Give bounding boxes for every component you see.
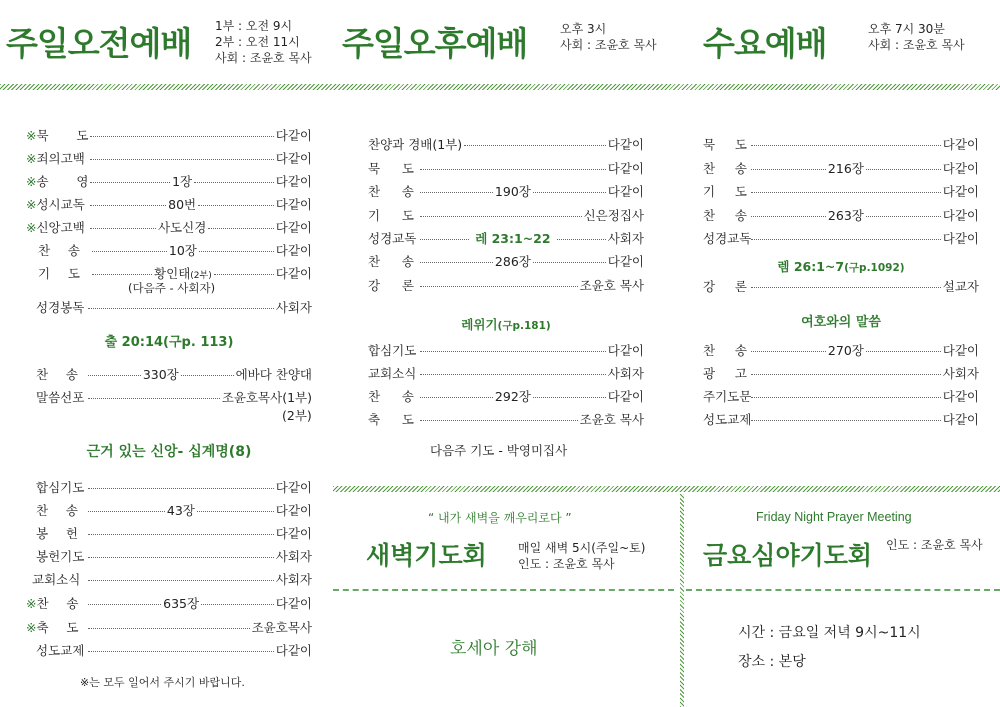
order-item xyxy=(26,174,312,190)
order-item xyxy=(368,231,644,247)
order-role: 다같이 xyxy=(275,174,312,189)
order-label: 성경교독 xyxy=(368,231,417,246)
order-role: 다같이 xyxy=(942,389,979,404)
leader-dots xyxy=(181,375,234,376)
wednesday-scripture: 렘 26:1~7(구p.1092) xyxy=(777,259,905,274)
order-role: 다같이 xyxy=(275,503,312,518)
order-item xyxy=(703,412,979,428)
order-role: 다같이 xyxy=(942,184,979,199)
leader-dots xyxy=(208,228,273,229)
order-label: 찬 송 xyxy=(703,208,747,223)
order-item xyxy=(703,279,979,295)
afternoon-book-title: 레위기(구p.181) xyxy=(461,317,551,332)
order-item xyxy=(26,643,312,659)
order-role: 다같이 xyxy=(275,220,312,235)
wednesday-section-title: 여호와의 말씀 xyxy=(801,315,881,330)
order-role: 다같이 xyxy=(942,137,979,152)
sermon-second-service: (2부) xyxy=(282,408,312,423)
friday-leader: 인도 : 조윤호 목사 xyxy=(886,538,983,552)
order-item xyxy=(26,367,312,383)
info-line: 사회 : 조윤호 목사 xyxy=(560,38,657,52)
order-item xyxy=(368,389,644,405)
order-label: 합심기도 xyxy=(36,480,85,495)
order-role: 다같이 xyxy=(942,231,979,246)
order-role: 설교자 xyxy=(942,279,979,294)
leader-dots xyxy=(92,251,167,252)
order-item xyxy=(703,389,979,405)
leader-dots xyxy=(214,274,274,275)
order-detail: 190장 xyxy=(494,184,531,199)
order-detail: 635장 xyxy=(163,596,200,611)
friday-divider xyxy=(686,589,1000,591)
order-label: 찬 송 xyxy=(703,161,747,176)
order-item xyxy=(368,412,644,428)
order-label: 찬 송 xyxy=(36,596,79,611)
leader-dots xyxy=(866,169,941,170)
next-week-prayer-note: (다음주 - 사회자) xyxy=(128,281,216,295)
order-item xyxy=(703,161,979,177)
standing-footnote: ※는 모두 일어서 주시기 바랍니다. xyxy=(80,676,245,689)
order-detail: 1장 xyxy=(172,174,193,189)
order-label: 묵 도 xyxy=(36,128,89,143)
order-detail: 330장 xyxy=(142,367,179,382)
leader-dots xyxy=(198,205,274,206)
morning-service-info xyxy=(215,18,312,66)
leader-dots xyxy=(90,205,166,206)
standing-mark: ※ xyxy=(26,151,37,166)
leader-dots xyxy=(90,136,273,137)
order-item xyxy=(26,220,312,236)
leader-dots xyxy=(88,580,274,581)
leader-dots xyxy=(88,557,274,558)
order-detail: 10장 xyxy=(168,243,197,258)
order-role: 다같이 xyxy=(275,596,312,611)
order-label: 찬 송 xyxy=(36,503,78,518)
order-label: 묵 도 xyxy=(368,161,414,176)
order-role: 조윤호 목사 xyxy=(579,412,644,427)
order-label: 광 고 xyxy=(703,366,747,381)
order-detail: 사도신경 xyxy=(157,220,207,235)
order-detail: 216장 xyxy=(827,161,864,176)
order-label: 찬양과 경배(1부) xyxy=(368,137,463,152)
order-label: 성경봉독 xyxy=(36,300,85,315)
leader-dots xyxy=(420,351,606,352)
afternoon-service-title: 주일오후예배 xyxy=(342,24,528,63)
order-role: 사회자 xyxy=(942,366,979,381)
order-item xyxy=(368,184,644,200)
order-label: 봉헌기도 xyxy=(36,549,85,564)
order-item xyxy=(368,254,644,270)
order-item xyxy=(368,343,644,359)
order-role: 조윤호 목사 xyxy=(579,278,644,293)
leader-dots xyxy=(88,398,220,399)
order-role: 다같이 xyxy=(275,197,313,212)
info-line: 사회 : 조윤호 목사 xyxy=(215,51,312,65)
order-role: 다같이 xyxy=(275,526,312,541)
dawn-prayer-info xyxy=(518,540,645,572)
order-label: 찬 송 xyxy=(368,254,414,269)
leader-dots xyxy=(420,169,606,170)
friday-prayer-title: 금요심야기도회 xyxy=(703,541,873,570)
leader-dots xyxy=(88,308,274,309)
leader-dots xyxy=(88,511,165,512)
dawn-quote: “ 내가 새벽을 깨우리로다 ” xyxy=(428,511,572,525)
leader-dots xyxy=(420,420,578,421)
leader-dots xyxy=(88,628,249,629)
order-label: 성경교독 xyxy=(703,231,752,246)
order-label: 기 도 xyxy=(368,208,414,223)
standing-mark: ※ xyxy=(26,174,37,189)
next-week-prayer: 다음주 기도 - 박영미집사 xyxy=(430,443,568,458)
order-item xyxy=(368,366,644,382)
leader-dots xyxy=(197,511,274,512)
sermon-title: 근거 있는 신앙- 십계명(8) xyxy=(86,444,252,460)
leader-dots xyxy=(533,192,606,193)
order-item xyxy=(26,128,312,144)
info-line: 오후 3시 xyxy=(560,22,607,36)
order-label: 강 론 xyxy=(703,279,747,294)
order-label: 송 영 xyxy=(36,174,89,189)
order-role: 조윤호목사(1부) xyxy=(221,390,312,405)
order-role: 다같이 xyxy=(607,161,644,176)
order-role: 에바다 찬양대 xyxy=(235,367,312,382)
order-role: 사회자 xyxy=(607,231,644,246)
info-line: 매일 새벽 5시(주일~토) xyxy=(518,541,646,555)
order-role: 다같이 xyxy=(607,343,644,358)
dawn-prayer-title: 새벽기도회 xyxy=(366,541,487,570)
order-role: 다같이 xyxy=(607,254,645,269)
order-role: 다같이 xyxy=(942,161,980,176)
leader-dots xyxy=(88,604,161,605)
order-label: 기 도 xyxy=(703,184,747,199)
leader-dots xyxy=(533,262,606,263)
order-item xyxy=(26,300,312,316)
order-label: 찬 송 xyxy=(36,367,78,382)
order-role: 다같이 xyxy=(275,243,312,258)
morning-scripture: 출 20:14(구p. 113) xyxy=(104,335,234,350)
order-detail: 43장 xyxy=(166,503,195,518)
leader-dots xyxy=(420,397,493,398)
standing-mark: ※ xyxy=(26,197,37,212)
order-label: 찬 송 xyxy=(38,243,80,258)
order-detail: 263장 xyxy=(827,208,864,223)
leader-dots xyxy=(88,534,274,535)
leader-dots xyxy=(464,145,606,146)
order-label: 교회소식 xyxy=(368,366,417,381)
order-role: 조윤호목사 xyxy=(251,620,312,635)
order-item xyxy=(26,620,312,636)
leader-dots xyxy=(420,286,578,287)
leader-dots xyxy=(420,216,582,217)
morning-service-title: 주일오전예배 xyxy=(6,24,192,63)
info-line: 1부 : 오전 9시 xyxy=(215,19,293,33)
order-label: 묵 도 xyxy=(703,137,747,152)
order-item xyxy=(26,390,312,406)
order-label: 합심기도 xyxy=(368,343,417,358)
order-item xyxy=(26,526,312,542)
leader-dots xyxy=(92,274,152,275)
leader-dots xyxy=(751,169,826,170)
order-role: 다같이 xyxy=(275,480,312,495)
leader-dots xyxy=(751,287,941,288)
order-label: 교회소식 xyxy=(32,572,81,587)
order-role: 다같이 xyxy=(607,137,644,152)
leader-dots xyxy=(88,488,274,489)
order-label: 성도교제 xyxy=(36,643,85,658)
order-role: 사회자 xyxy=(275,300,312,315)
order-label: 주기도문 xyxy=(703,389,752,404)
order-role: 다같이 xyxy=(942,208,980,223)
leader-dots xyxy=(420,192,493,193)
order-label: 성시교독 xyxy=(36,197,85,212)
order-label: 축 도 xyxy=(36,620,79,635)
order-item xyxy=(26,549,312,565)
leader-dots xyxy=(88,651,274,652)
friday-place: 장소 : 본당 xyxy=(738,654,806,670)
leader-dots xyxy=(194,182,274,183)
prayer-section-divider xyxy=(333,486,1000,492)
order-item xyxy=(368,137,644,153)
order-item xyxy=(368,278,644,294)
order-role: 다같이 xyxy=(942,412,979,427)
order-item xyxy=(26,151,312,167)
order-role: 다같이 xyxy=(607,184,645,199)
order-role: 사회자 xyxy=(275,572,312,587)
leader-dots xyxy=(751,145,941,146)
standing-mark: ※ xyxy=(26,128,37,143)
order-role: 다같이 xyxy=(275,266,313,281)
order-label: 찬 송 xyxy=(368,184,414,199)
leader-dots xyxy=(420,239,469,240)
order-label: 신앙고백 xyxy=(36,220,85,235)
order-item xyxy=(26,197,312,213)
leader-dots xyxy=(751,420,941,421)
order-item xyxy=(26,243,312,259)
order-detail: 270장 xyxy=(827,343,864,358)
leader-dots xyxy=(533,397,606,398)
leader-dots xyxy=(751,216,826,217)
dawn-series: 호세아 강해 xyxy=(450,639,538,659)
info-line: 오후 7시 30분 xyxy=(868,22,945,36)
order-role: 다같이 xyxy=(275,643,312,658)
order-role: 다같이 xyxy=(942,343,980,358)
friday-time: 시간 : 금요일 저녁 9시~11시 xyxy=(738,625,921,641)
leader-dots xyxy=(199,251,274,252)
leader-dots xyxy=(90,228,155,229)
leader-dots xyxy=(90,182,170,183)
order-item xyxy=(26,596,312,612)
order-role: 다같이 xyxy=(275,128,312,143)
order-label: 기 도 xyxy=(38,266,80,281)
dawn-divider xyxy=(333,589,674,591)
leader-dots xyxy=(88,375,141,376)
order-detail: 292장 xyxy=(494,389,531,404)
order-item xyxy=(26,480,312,496)
order-label: 찬 송 xyxy=(368,389,414,404)
leader-dots xyxy=(751,374,941,375)
leader-dots xyxy=(751,239,941,240)
info-line: 사회 : 조윤호 목사 xyxy=(868,38,965,52)
wednesday-service-info xyxy=(868,21,965,53)
order-label: 말씀선포 xyxy=(36,390,85,405)
order-role: 사회자 xyxy=(275,549,312,564)
order-label: 축 도 xyxy=(368,412,414,427)
order-item xyxy=(26,572,312,588)
order-item xyxy=(26,503,312,519)
order-item xyxy=(703,208,979,224)
wednesday-service-title: 수요예배 xyxy=(703,24,827,63)
order-role: 신은정집사 xyxy=(583,208,644,223)
order-item xyxy=(368,208,644,224)
info-line: 2부 : 오전 11시 xyxy=(215,35,300,49)
order-item xyxy=(703,343,979,359)
leader-dots xyxy=(420,374,606,375)
order-label: 강 론 xyxy=(368,278,414,293)
leader-dots xyxy=(751,397,941,398)
order-role: 다같이 xyxy=(607,389,645,404)
order-label: 죄의고백 xyxy=(36,151,85,166)
order-detail: 80번 xyxy=(168,197,197,212)
order-label: 봉 헌 xyxy=(36,526,78,541)
standing-mark: ※ xyxy=(26,620,37,635)
order-role: 다같이 xyxy=(275,151,312,166)
friday-english-title: Friday Night Prayer Meeting xyxy=(756,510,912,524)
order-detail: 286장 xyxy=(494,254,531,269)
leader-dots xyxy=(557,239,606,240)
order-detail: 황인태(2부) xyxy=(154,266,212,281)
order-item xyxy=(703,366,979,382)
afternoon-service-info xyxy=(560,21,657,53)
prayer-column-divider xyxy=(680,494,684,707)
order-label: 성도교제 xyxy=(703,412,752,427)
standing-mark: ※ xyxy=(26,220,37,235)
order-label: 찬 송 xyxy=(703,343,747,358)
standing-mark: ※ xyxy=(26,596,37,611)
order-item xyxy=(368,161,644,177)
info-line: 인도 : 조윤호 목사 xyxy=(518,557,615,571)
leader-dots xyxy=(866,351,941,352)
order-detail: 레 23:1~22 xyxy=(475,231,551,246)
leader-dots xyxy=(751,351,826,352)
leader-dots xyxy=(420,262,493,263)
order-item xyxy=(703,184,979,200)
leader-dots xyxy=(90,159,273,160)
leader-dots xyxy=(866,216,941,217)
leader-dots xyxy=(751,192,941,193)
order-item xyxy=(703,231,979,247)
header-divider xyxy=(0,84,1000,90)
order-role: 사회자 xyxy=(607,366,644,381)
leader-dots xyxy=(201,604,274,605)
order-item xyxy=(703,137,979,153)
